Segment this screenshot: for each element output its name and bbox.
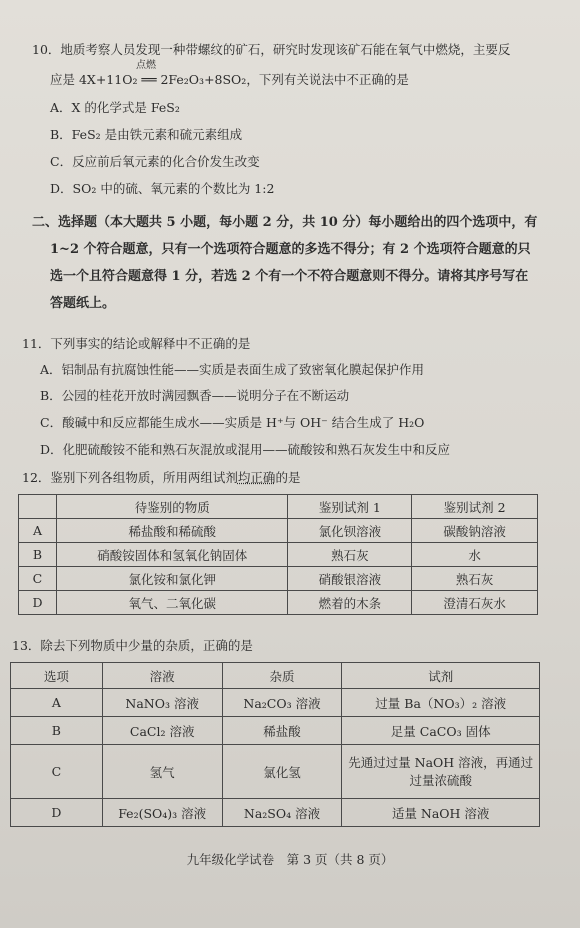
table-cell: 澄清石灰水 <box>412 591 538 615</box>
table-row <box>11 717 540 745</box>
q12-header-cell: 待鉴别的物质 <box>56 495 288 519</box>
table-cell: Fe₂(SO₄)₃ 溶液 <box>102 799 222 827</box>
table-cell: Na₂SO₄ 溶液 <box>222 799 342 827</box>
table-cell: C <box>11 745 103 799</box>
table-cell: 足量 CaCO₃ 固体 <box>342 717 540 745</box>
q11-stem: 11．下列事实的结论或解释中不正确的是 <box>22 336 251 351</box>
table-row <box>11 799 540 827</box>
table-cell: 氯化氢 <box>222 745 342 799</box>
q10-option-c: C．反应前后氧元素的化合价发生改变 <box>50 154 260 169</box>
table-cell: 稀盐酸 <box>222 717 342 745</box>
q13-table <box>10 662 540 827</box>
q12-header-cell <box>19 495 57 519</box>
q10-stem-line2: 应是 4X+11O₂ ══ 2Fe₂O₃+8SO₂，下列有关说法中不正确的是 <box>50 72 409 87</box>
q12-header-cell: 鉴别试剂 1 <box>288 495 412 519</box>
q13-header-cell: 选项 <box>11 663 103 689</box>
q13-header-row <box>11 663 540 689</box>
table-cell: 过量 Ba（NO₃）₂ 溶液 <box>342 689 540 717</box>
table-cell: B <box>11 717 103 745</box>
section2-line3: 选一个且符合题意得 1 分，若选 2 个有一个不符合题意则不得分。请将其序号写在 <box>50 269 529 284</box>
q12-header-row <box>19 495 538 519</box>
table-cell: 氢气 <box>102 745 222 799</box>
q11-option-a: A．铝制品有抗腐蚀性能——实质是表面生成了致密氧化膜起保护作用 <box>40 362 425 377</box>
table-cell: 适量 NaOH 溶液 <box>342 799 540 827</box>
q10-option-a: A．X 的化学式是 FeS₂ <box>50 100 180 115</box>
table-cell: A <box>11 689 103 717</box>
section2-line4: 答题纸上。 <box>50 296 116 311</box>
table-cell: NaNO₃ 溶液 <box>102 689 222 717</box>
q12-stem-emphasis: 均正确 <box>237 470 276 485</box>
q10-option-b: B．FeS₂ 是由铁元素和硫元素组成 <box>50 127 243 142</box>
q13-stem: 13．除去下列物质中少量的杂质，正确的是 <box>12 638 253 653</box>
table-cell: 氯化钡溶液 <box>288 519 412 543</box>
table-cell: D <box>11 799 103 827</box>
q10-option-d: D．SO₂ 中的硫、氧元素的个数比为 1:2 <box>50 181 275 196</box>
table-cell: 稀盐酸和稀硫酸 <box>56 519 288 543</box>
table-row <box>11 689 540 717</box>
table-cell: 先通过过量 NaOH 溶液，再通过过量浓硫酸 <box>342 745 540 799</box>
table-row <box>11 745 540 799</box>
table-row <box>19 591 538 615</box>
table-cell: CaCl₂ 溶液 <box>102 717 222 745</box>
q10-reaction-condition: 点燃 <box>136 60 156 71</box>
q11-option-d: D．化肥硫酸铵不能和熟石灰混放或混用——硫酸铵和熟石灰发生中和反应 <box>40 442 451 457</box>
table-cell: A <box>19 519 57 543</box>
section2-line1: 二、选择题（本大题共 5 小题，每小题 2 分，共 10 分）每小题给出的四个选项中，有 <box>32 215 538 230</box>
table-cell: 硝酸铵固体和氢氧化钠固体 <box>56 543 288 567</box>
q12-stem-prefix: 12．鉴别下列各组物质，所用两组试剂 <box>22 470 238 485</box>
q11-option-c: C．酸碱中和反应都能生成水——实质是 H⁺与 OH⁻ 结合生成了 H₂O <box>40 415 425 430</box>
q10-stem-line1: 10．地质考察人员发现一种带螺纹的矿石，研究时发现该矿石能在氧气中燃烧，主要反 <box>32 42 511 57</box>
page-footer: 九年级化学试卷 第 3 页（共 8 页） <box>186 852 394 867</box>
q13-header-cell: 溶液 <box>102 663 222 689</box>
q13-header-cell: 杂质 <box>222 663 342 689</box>
table-cell: 熟石灰 <box>412 567 538 591</box>
table-cell: 氯化铵和氯化钾 <box>56 567 288 591</box>
table-cell: 氧气、二氧化碳 <box>56 591 288 615</box>
q12-stem <box>22 470 300 486</box>
q13-header-cell: 试剂 <box>342 663 540 689</box>
table-cell: 碳酸钠溶液 <box>412 519 538 543</box>
section2-line2: 1~2 个符合题意，只有一个选项符合题意的多选不得分；有 2 个选项符合题意的只 <box>50 242 531 257</box>
q12-header-cell: 鉴别试剂 2 <box>412 495 538 519</box>
table-cell: C <box>19 567 57 591</box>
table-cell: D <box>19 591 57 615</box>
table-row <box>19 519 538 543</box>
q12-stem-suffix: 的是 <box>275 470 301 485</box>
table-cell: 熟石灰 <box>288 543 412 567</box>
q11-option-b: B．公园的桂花开放时满园飘香——说明分子在不断运动 <box>40 388 350 403</box>
table-cell: 硝酸银溶液 <box>288 567 412 591</box>
table-cell: 水 <box>412 543 538 567</box>
table-row <box>19 567 538 591</box>
q12-table <box>18 494 538 615</box>
table-cell: 燃着的木条 <box>288 591 412 615</box>
table-cell: B <box>19 543 57 567</box>
table-row <box>19 543 538 567</box>
table-cell: Na₂CO₃ 溶液 <box>222 689 342 717</box>
